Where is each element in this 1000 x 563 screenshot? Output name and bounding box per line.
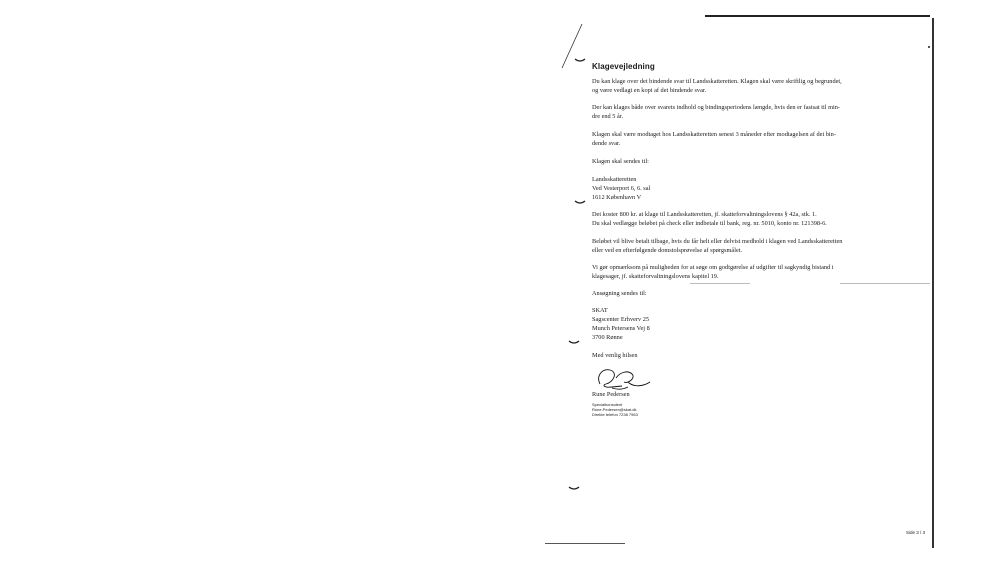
signer-title: Specialkonsulent (592, 402, 623, 407)
punch-hole-icon (568, 486, 580, 492)
address-line: Munch Petersens Vej 8 (592, 325, 650, 332)
paragraph-line: klagesager, jf. skatteforvaltningslovens kapitel 19. (592, 273, 719, 280)
paragraph-line: Vi gør opmærksom på muligheden for at søge om godtgørelse af udgifter til sagkyndig bistand i (592, 264, 834, 271)
closing-text: Med venlig hilsen (592, 352, 638, 359)
paragraph-line: Du skal vedlægge beløbet på check eller indbetale til bank, reg. nr. 5010, konto nr. 121398-6. (592, 220, 827, 227)
scan-smudge (690, 283, 750, 284)
paragraph-line: Beløbet vil blive betalt tilbage, hvis du får helt eller delvist medhold i klagen ved Landsskatteretten (592, 238, 843, 245)
pen-stroke-mark (558, 22, 588, 72)
page-number: Side 3 / 3 (906, 530, 926, 535)
punch-hole-icon (574, 200, 586, 206)
scan-right-edge (932, 18, 934, 548)
page-title: Klagevejledning (592, 62, 655, 71)
address-line: Ved Vesterport 6, 6. sal (592, 185, 651, 192)
address-line: 3700 Rønne (592, 334, 623, 341)
paragraph-line: og være vedlagt en kopi af det bindende svar. (592, 87, 707, 94)
paragraph-line: dende svar. (592, 140, 621, 147)
paragraph-line: dre end 5 år. (592, 113, 624, 120)
paragraph-line: Klagen skal være modtaget hos Landsskatteretten senest 3 måneder efter modtagelsen af det bin- (592, 131, 836, 138)
address-line: Landsskatteretten (592, 176, 637, 183)
paragraph-line: Det koster 800 kr. at klage til Landsskatteretten, jf. skatteforvaltningslovens § 42a, stk. 1. (592, 211, 817, 218)
signer-phone: Direkte telefon 7238 7963 (592, 412, 638, 417)
paragraph-line: Der kan klages både over svarets indhold og bindingsperiodens længde, hvis den er fastsat til min- (592, 104, 840, 111)
signer-name: Rune Pedersen (592, 391, 630, 398)
punch-hole-icon (574, 58, 586, 64)
scan-top-edge (705, 15, 930, 17)
signature-mark (594, 366, 664, 392)
send-to-label: Klagen skal sendes til: (592, 158, 649, 165)
address-line: 1612 København V (592, 194, 642, 201)
scan-smudge (840, 283, 930, 284)
paragraph-line: Du kan klage over det bindende svar til Landsskatteretten. Klagen skal være skriftlig og begrundet, (592, 78, 842, 85)
signer-email: Rune.Pedersen@skat.dk (592, 407, 637, 412)
paragraph-line: eller ved en efterfølgende domstolsprøvelse af spørgsmålet. (592, 247, 743, 254)
scan-speck (928, 46, 930, 48)
scanned-page (540, 0, 940, 563)
scan-bottom-edge (545, 543, 625, 544)
address-line: SKAT (592, 307, 608, 314)
address-line: Sagscenter Erhverv 25 (592, 316, 650, 323)
application-label: Ansøgning sendes til: (592, 290, 647, 297)
punch-hole-icon (568, 340, 580, 346)
